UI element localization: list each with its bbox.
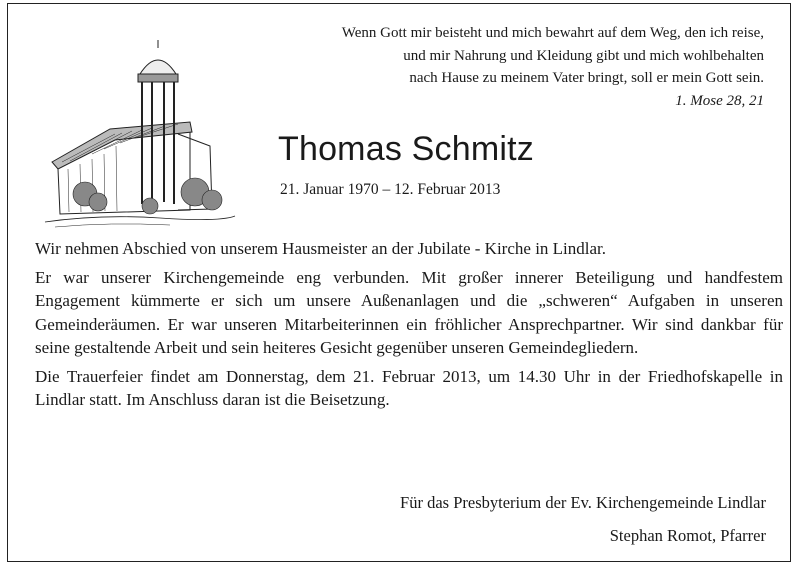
notice-body <box>35 237 783 417</box>
signature-block <box>400 486 766 552</box>
verse-line: und mir Nahrung und Kleidung gibt und mich wohlbehalten <box>403 47 764 64</box>
verse-line: nach Hause zu meinem Vater bringt, soll er mein Gott sein. <box>409 70 764 86</box>
bible-verse <box>244 22 764 112</box>
life-dates: 21. Januar 1970 – 12. Februar 2013 <box>280 181 501 198</box>
paragraph: Er war unserer Kirchengemeinde eng verbunden. Mit großer innerer Beteiligung und handfestem Engagement kümmerte er sich um unsere Außenanlagen und die „schweren“ Aufgaben in unseren Gemeinderäumen. Er war unseren Mitarbeiterinnen ein fröhlicher Ansprechpartner. Wir sind dankbar für seine gestaltende Arbeit und sein heiteres Gesicht gegenüber unseren Gemeindegliedern. <box>35 267 783 357</box>
signature-organization: Für das Presbyterium der Ev. Kirchengemeinde Lindlar <box>400 493 766 512</box>
verse-line: Wenn Gott mir beisteht und mich bewahrt auf dem Weg, den ich reise, <box>341 25 764 41</box>
deceased-name: Thomas Schmitz <box>278 130 534 168</box>
signature-person: Stephan Romot, Pfarrer <box>609 526 766 545</box>
obituary-notice <box>7 3 791 562</box>
paragraph: Wir nehmen Abschied von unserem Hausmeister an der Jubilate - Kirche in Lindlar. <box>35 239 607 258</box>
church-sketch-icon <box>40 34 240 234</box>
verse-reference: 1. Mose 28, 21 <box>675 92 764 109</box>
paragraph: Die Trauerfeier findet am Donnerstag, dem 21. Februar 2013, um 14.30 Uhr in der Friedhofskapelle in Lindlar statt. Im Anschluss daran ist die Beisetzung. <box>35 366 783 409</box>
